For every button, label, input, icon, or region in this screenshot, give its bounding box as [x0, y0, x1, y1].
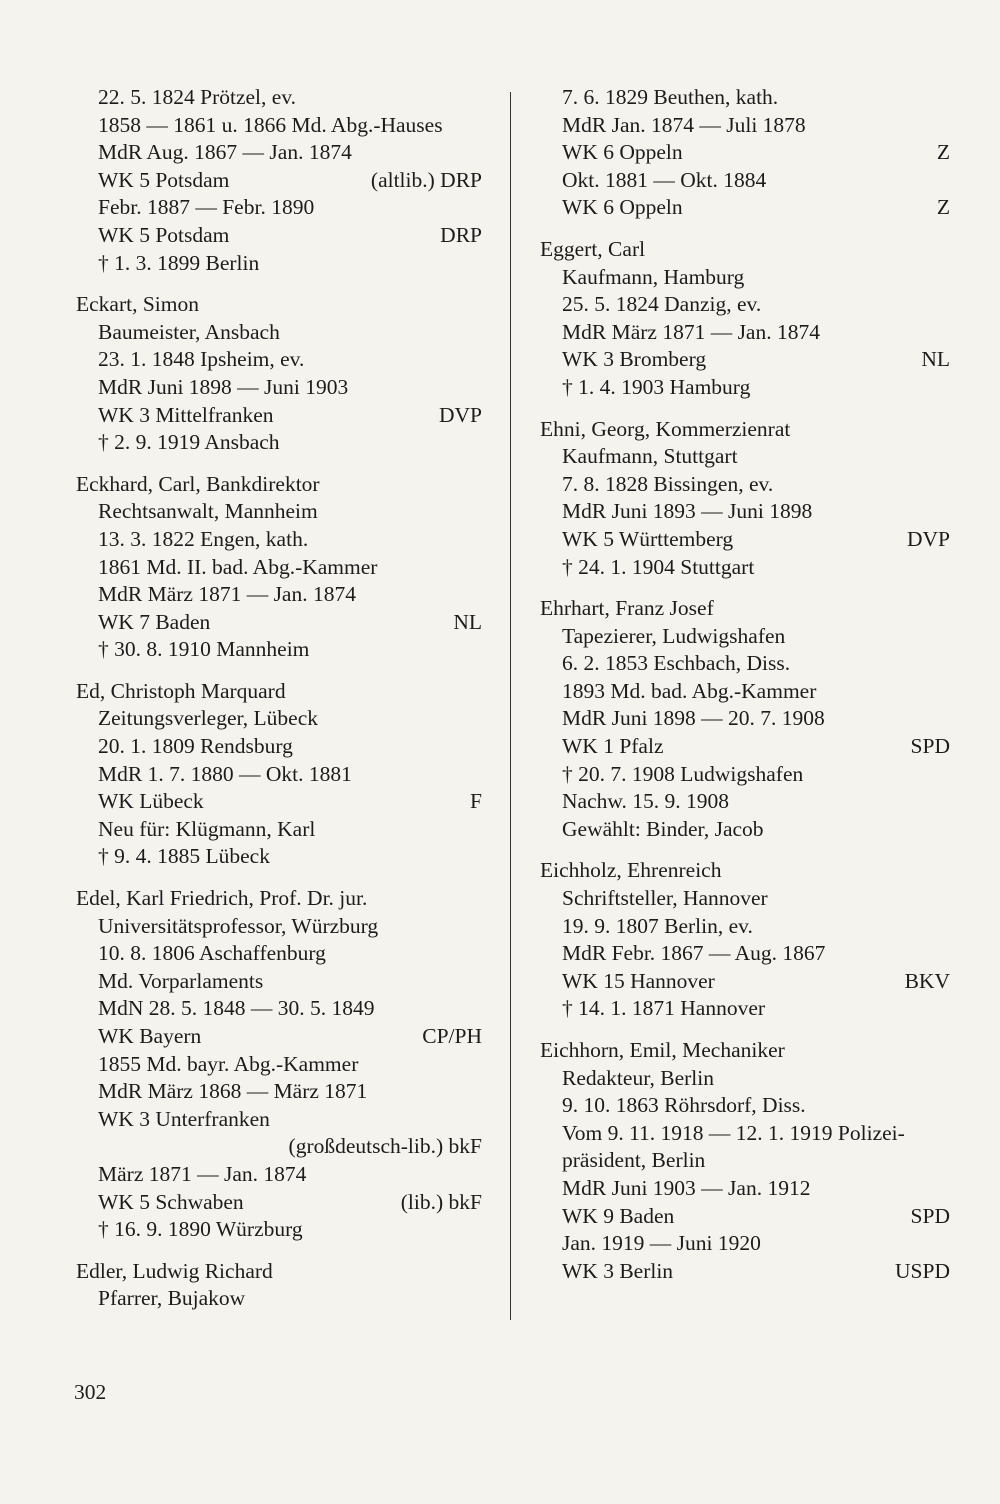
entry-detail-line: [540, 623, 950, 651]
line-text: WK Bayern: [98, 1024, 202, 1048]
line-text: WK 3 Berlin: [562, 1258, 674, 1283]
line-text: Zeitungsverleger, Lübeck: [98, 706, 319, 731]
line-text: Md. Vorparlaments: [98, 968, 264, 993]
line-text: WK 5 Potsdam: [98, 222, 230, 247]
line-text: Jan. 1919 — Juni 1920: [562, 1231, 761, 1256]
entry-detail-line: [76, 222, 482, 250]
entry-name-line: [540, 595, 950, 623]
party-label: F: [470, 789, 482, 814]
line-text: Eichholz, Ehrenreich: [540, 858, 722, 883]
entry-name-line: [540, 236, 950, 264]
party-label: DRP: [440, 222, 482, 247]
entry-detail-line: [76, 498, 482, 526]
entry-detail-line: [540, 167, 950, 195]
entry-detail-line: [76, 1161, 482, 1189]
entry-detail-line: [540, 885, 950, 913]
line-text: WK 6 Oppeln: [562, 140, 683, 165]
entry-detail-line: [76, 1051, 482, 1079]
line-text: Kaufmann, Stuttgart: [562, 444, 738, 469]
line-text: 1858 — 1861 u. 1866 Md. Abg.-Hauses: [98, 112, 443, 137]
entry-separator: [76, 1244, 482, 1258]
entry-detail-line: [76, 609, 482, 637]
left-column: [76, 84, 482, 1313]
line-text: MdR Juni 1903 — Jan. 1912: [562, 1175, 811, 1200]
entry-detail-line: [540, 1147, 950, 1175]
line-text: WK 5 Schwaben: [98, 1189, 244, 1214]
line-text: WK Lübeck: [98, 789, 204, 814]
line-text: MdR 1. 7. 1880 — Okt. 1881: [98, 761, 352, 786]
entry-detail-line: [540, 705, 950, 733]
line-text: März 1871 — Jan. 1874: [98, 1161, 307, 1186]
line-text: † 30. 8. 1910 Mannheim: [98, 637, 310, 662]
party-label: BKV: [904, 968, 950, 993]
entry-detail-line: [540, 761, 950, 789]
line-text: Tapezierer, Ludwigshafen: [562, 623, 786, 648]
entry-detail-line: [540, 678, 950, 706]
entry-detail-line: [540, 733, 950, 761]
page-number: 302: [74, 1380, 107, 1404]
line-text: Eggert, Carl: [540, 236, 646, 261]
entry-separator: [540, 222, 950, 236]
line-text: Neu für: Klügmann, Karl: [98, 816, 316, 841]
entry-separator: [76, 277, 482, 291]
line-text: WK 15 Hannover: [562, 968, 715, 993]
entry-detail-line: [540, 346, 950, 374]
entry-detail-line: [540, 913, 950, 941]
line-text: 7. 8. 1828 Bissingen, ev.: [562, 471, 774, 496]
entry-detail-line: [76, 429, 482, 457]
entry-detail-line: [540, 374, 950, 402]
line-text: 22. 5. 1824 Prötzel, ev.: [98, 85, 297, 109]
entry-detail-line: [76, 112, 482, 140]
line-text: Baumeister, Ansbach: [98, 319, 280, 344]
party-label: CP/PH: [422, 1024, 482, 1048]
entry-detail-line: [540, 139, 950, 167]
entry-detail-line: [76, 913, 482, 941]
entry-separator: [540, 1023, 950, 1037]
entry-detail-line: [76, 1106, 482, 1134]
line-text: Vom 9. 11. 1918 — 12. 1. 1919 Polizei-: [562, 1120, 905, 1145]
line-text: 19. 9. 1807 Berlin, ev.: [562, 913, 753, 938]
entry-detail-line: [76, 346, 482, 374]
entry-detail-line: [76, 733, 482, 761]
entry-detail-line: [540, 968, 950, 996]
line-text: MdR Juni 1898 — Juni 1903: [98, 374, 349, 399]
entry-detail-line: [76, 940, 482, 968]
entry-detail-line: [540, 1230, 950, 1258]
line-text: MdR März 1871 — Jan. 1874: [98, 582, 356, 607]
line-text: 6. 2. 1853 Eschbach, Diss.: [562, 651, 791, 676]
entry-detail-line: [540, 264, 950, 292]
entry-detail-line: [76, 167, 482, 195]
line-text: präsident, Berlin: [562, 1148, 706, 1173]
line-text: WK 3 Mittelfranken: [98, 402, 274, 427]
entry-detail-line: [540, 788, 950, 816]
line-text: Edler, Ludwig Richard: [76, 1258, 273, 1283]
entry-detail-line: [76, 816, 482, 844]
line-text: MdR Jan. 1874 — Juli 1878: [562, 112, 806, 137]
entry-separator: [540, 402, 950, 416]
line-text: Eichhorn, Emil, Mechaniker: [540, 1038, 785, 1062]
line-text: 10. 8. 1806 Aschaffenburg: [98, 941, 326, 966]
column-divider: [510, 92, 511, 1320]
entry-detail-line: [76, 968, 482, 996]
party-label: Z: [936, 195, 950, 220]
line-text: † 24. 1. 1904 Stuttgart: [562, 554, 755, 579]
entry-detail-line: [76, 1078, 482, 1106]
entry-detail-line: [76, 402, 482, 430]
line-text: 1893 Md. bad. Abg.-Kammer: [562, 678, 817, 703]
entry-name-line: [76, 678, 482, 706]
line-text: Pfarrer, Bujakow: [98, 1286, 246, 1311]
entry-detail-line: [76, 1285, 482, 1313]
entry-detail-line: [540, 526, 950, 554]
entry-detail-line: [540, 498, 950, 526]
entry-separator: [76, 664, 482, 678]
line-text: 7. 6. 1829 Beuthen, kath.: [562, 85, 779, 109]
entry-name-line: [76, 471, 482, 499]
right-column: [540, 84, 950, 1285]
party-label: NL: [453, 609, 482, 634]
entry-detail-line: [540, 1258, 950, 1286]
entry-detail-line: [76, 374, 482, 402]
entry-detail-line: [76, 581, 482, 609]
entry-name-line: [76, 291, 482, 319]
entry-detail-line: [76, 84, 482, 112]
line-text: Eckhard, Carl, Bankdirektor: [76, 471, 320, 496]
entry-name-line: [540, 1037, 950, 1065]
entry-detail-line: [540, 1175, 950, 1203]
entry-detail-line: [540, 1065, 950, 1093]
entry-detail-line: [76, 1189, 482, 1217]
line-text: Ehrhart, Franz Josef: [540, 596, 714, 621]
line-text: 13. 3. 1822 Engen, kath.: [98, 526, 309, 551]
entry-detail-line: [76, 788, 482, 816]
party-label: (lib.) bkF: [400, 1189, 482, 1214]
entry-detail-line: [540, 291, 950, 319]
entry-name-line: [540, 416, 950, 444]
line-text: MdR Febr. 1867 — Aug. 1867: [562, 941, 826, 966]
line-text: 20. 1. 1809 Rendsburg: [98, 734, 293, 759]
entry-name-line: [540, 857, 950, 885]
entry-detail-line: [76, 139, 482, 167]
line-text: Redakteur, Berlin: [562, 1065, 714, 1090]
line-text: Ehni, Georg, Kommerzienrat: [540, 416, 791, 441]
line-text: MdR März 1871 — Jan. 1874: [562, 319, 820, 344]
entry-detail-line: [76, 250, 482, 278]
entry-detail-line: [540, 194, 950, 222]
line-text: Febr. 1887 — Febr. 1890: [98, 195, 315, 220]
line-text: WK 5 Potsdam: [98, 167, 230, 192]
line-text: MdN 28. 5. 1848 — 30. 5. 1849: [98, 996, 375, 1021]
entry-detail-line: [540, 995, 950, 1023]
line-text: MdR März 1868 — März 1871: [98, 1079, 368, 1104]
entry-detail-line: [540, 1120, 950, 1148]
party-label: SPD: [910, 734, 950, 759]
line-text: Universitätsprofessor, Würzburg: [98, 913, 379, 938]
entry-detail-line: [540, 112, 950, 140]
entry-detail-line: [540, 443, 950, 471]
entry-name-line: [76, 885, 482, 913]
entry-detail-line: [76, 636, 482, 664]
line-text: Kaufmann, Hamburg: [562, 264, 745, 289]
line-text: 1861 Md. II. bad. Abg.-Kammer: [98, 554, 378, 579]
entry-detail-line: [76, 1216, 482, 1244]
entry-detail-line: [540, 319, 950, 347]
entry-detail-line: [76, 554, 482, 582]
entry-detail-line: [540, 940, 950, 968]
line-text: 23. 1. 1848 Ipsheim, ev.: [98, 347, 305, 372]
line-text: Gewählt: Binder, Jacob: [562, 816, 764, 841]
line-text: † 1. 3. 1899 Berlin: [98, 250, 260, 275]
line-text: WK 3 Bromberg: [562, 347, 707, 372]
entry-detail-line: [76, 1133, 482, 1161]
line-text: Rechtsanwalt, Mannheim: [98, 499, 318, 524]
line-text: WK 6 Oppeln: [562, 195, 683, 220]
entry-detail-line: [540, 1203, 950, 1231]
line-text: WK 5 Württemberg: [562, 526, 734, 551]
entry-separator: [540, 843, 950, 857]
party-label: DVP: [906, 526, 950, 551]
party-label: (altlib.) DRP: [370, 167, 482, 192]
party-label: Z: [936, 140, 950, 165]
line-text: 1855 Md. bayr. Abg.-Kammer: [98, 1051, 359, 1076]
entry-detail-line: [76, 194, 482, 222]
line-text: WK 3 Unterfranken: [98, 1106, 270, 1131]
party-label: USPD: [895, 1258, 950, 1283]
line-text: † 9. 4. 1885 Lübeck: [98, 844, 270, 869]
line-text: Eckart, Simon: [76, 292, 200, 317]
line-text: † 2. 9. 1919 Ansbach: [98, 430, 280, 455]
entry-detail-line: [540, 816, 950, 844]
entry-separator: [540, 581, 950, 595]
line-text: WK 1 Pfalz: [562, 734, 664, 759]
entry-detail-line: [76, 705, 482, 733]
entry-detail-line: [540, 471, 950, 499]
line-text: WK 9 Baden: [562, 1203, 675, 1228]
entry-detail-line: [76, 526, 482, 554]
line-text: † 1. 4. 1903 Hamburg: [562, 374, 751, 399]
line-text: Nachw. 15. 9. 1908: [562, 789, 729, 814]
entry-detail-line: [540, 1092, 950, 1120]
party-label: NL: [921, 347, 950, 372]
line-text: MdR Aug. 1867 — Jan. 1874: [98, 140, 352, 165]
entry-detail-line: [76, 761, 482, 789]
line-text: Edel, Karl Friedrich, Prof. Dr. jur.: [76, 886, 368, 911]
entry-detail-line: [540, 554, 950, 582]
line-text: Okt. 1881 — Okt. 1884: [562, 167, 767, 192]
line-text: † 14. 1. 1871 Hannover: [562, 996, 766, 1021]
entry-detail-line: [76, 843, 482, 871]
entry-detail-line: [76, 995, 482, 1023]
entry-detail-line: [540, 650, 950, 678]
line-text: † 20. 7. 1908 Ludwigshafen: [562, 761, 804, 786]
line-text: MdR Juni 1893 — Juni 1898: [562, 499, 813, 524]
line-text: Schriftsteller, Hannover: [562, 886, 768, 911]
party-label: DVP: [438, 402, 482, 427]
line-text: WK 7 Baden: [98, 609, 211, 634]
line-text: † 16. 9. 1890 Würzburg: [98, 1217, 303, 1242]
party-label: SPD: [910, 1203, 950, 1228]
line-text: MdR Juni 1898 — 20. 7. 1908: [562, 706, 825, 731]
line-text: 25. 5. 1824 Danzig, ev.: [562, 292, 762, 317]
line-text: Ed, Christoph Marquard: [76, 678, 286, 703]
entry-detail-line: [76, 1023, 482, 1051]
entry-separator: [76, 457, 482, 471]
party-label: (großdeutsch-lib.) bkF: [288, 1134, 482, 1159]
line-text: 9. 10. 1863 Röhrsdorf, Diss.: [562, 1093, 806, 1118]
entry-separator: [76, 871, 482, 885]
entry-name-line: [76, 1258, 482, 1286]
entry-detail-line: [76, 319, 482, 347]
entry-detail-line: [540, 84, 950, 112]
